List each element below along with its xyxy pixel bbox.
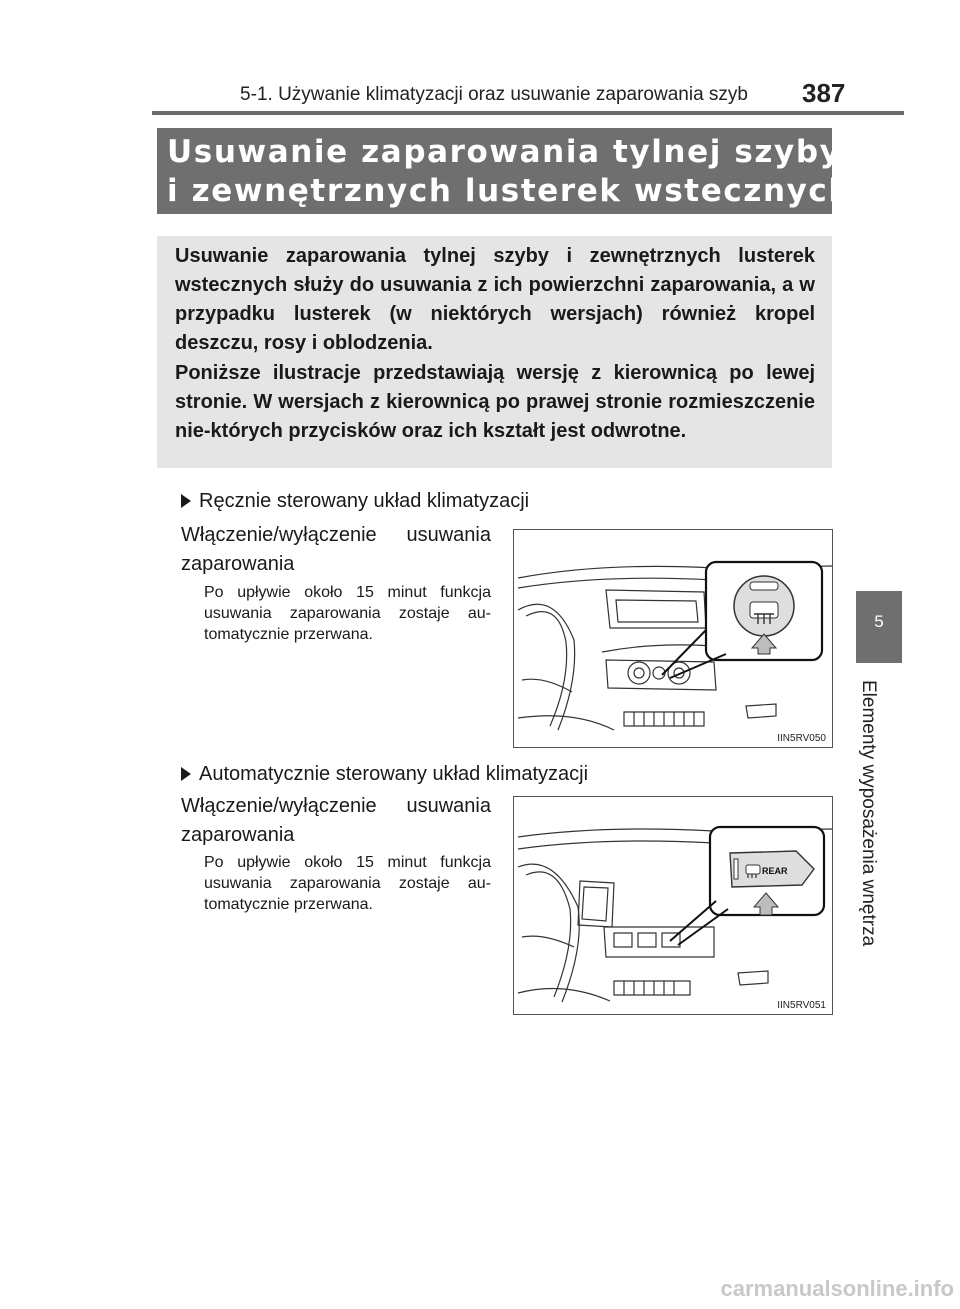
site-watermark: carmanualsonline.info bbox=[720, 1276, 954, 1301]
page-title-box bbox=[157, 128, 853, 214]
page-title-line-1: Usuwanie zaparowania tylnej szyby bbox=[167, 134, 842, 170]
section-heading-manual-text: Ręcznie sterowany układ klimatyzacji bbox=[199, 490, 530, 512]
dashboard-illustration-automatic bbox=[514, 797, 832, 1014]
section-heading-automatic-text: Automatycznie sterowany układ klimatyzacji bbox=[199, 763, 589, 785]
item-title-automatic: Włączenie/wyłączenie usuwania zaparowania bbox=[181, 795, 491, 846]
triangle-bullet-icon bbox=[181, 767, 191, 781]
item-title-manual: Włączenie/wyłączenie usuwania zaparowania bbox=[181, 524, 491, 575]
section-header-title: 5-1. Używanie klimatyzacji oraz usuwanie zaparowania szyb bbox=[240, 84, 748, 105]
triangle-bullet-icon bbox=[181, 494, 191, 508]
page-title-line-2: i zewnętrznych lusterek wstecznych bbox=[167, 173, 853, 209]
intro-paragraph-2: Poniższe ilustracje przedstawiają wersję z kierownicą po lewej stronie. W wersjach z kierownicą po prawej stronie rozmieszczenie nie-których przycisków oraz ich kształt jest odwrotne. bbox=[175, 362, 815, 442]
figure-code-automatic: IIN5RV051 bbox=[777, 1000, 826, 1011]
section-heading-manual bbox=[181, 490, 529, 513]
figure-code-manual: IIN5RV050 bbox=[777, 733, 826, 744]
item-desc-automatic: Po upływie około 15 minut funkcja usuwania zaparowania zostaje au-tomatycznie przerwana. bbox=[204, 854, 491, 913]
chapter-side-label: Elementy wyposażenia wnętrza bbox=[858, 680, 879, 947]
figure-manual-ac-dashboard bbox=[513, 529, 833, 748]
rear-button-label: REAR bbox=[762, 866, 788, 876]
header-divider bbox=[152, 111, 904, 115]
intro-paragraph-1: Usuwanie zaparowania tylnej szyby i zewnętrznych lusterek wstecznych służy do usuwania z ich powierzchni zaparowania, a w przypadku lusterek (w niektórych wersjach) również kropel deszczu, rosy i oblodzenia. bbox=[175, 245, 815, 354]
section-heading-automatic bbox=[181, 763, 588, 786]
dashboard-illustration-manual bbox=[514, 530, 832, 747]
item-desc-manual: Po upływie około 15 minut funkcja usuwania zaparowania zostaje au-tomatycznie przerwana. bbox=[204, 584, 491, 643]
intro-box bbox=[157, 236, 832, 468]
chapter-tab-number: 5 bbox=[874, 612, 884, 631]
page-number: 387 bbox=[802, 78, 846, 108]
figure-automatic-ac-dashboard bbox=[513, 796, 833, 1015]
